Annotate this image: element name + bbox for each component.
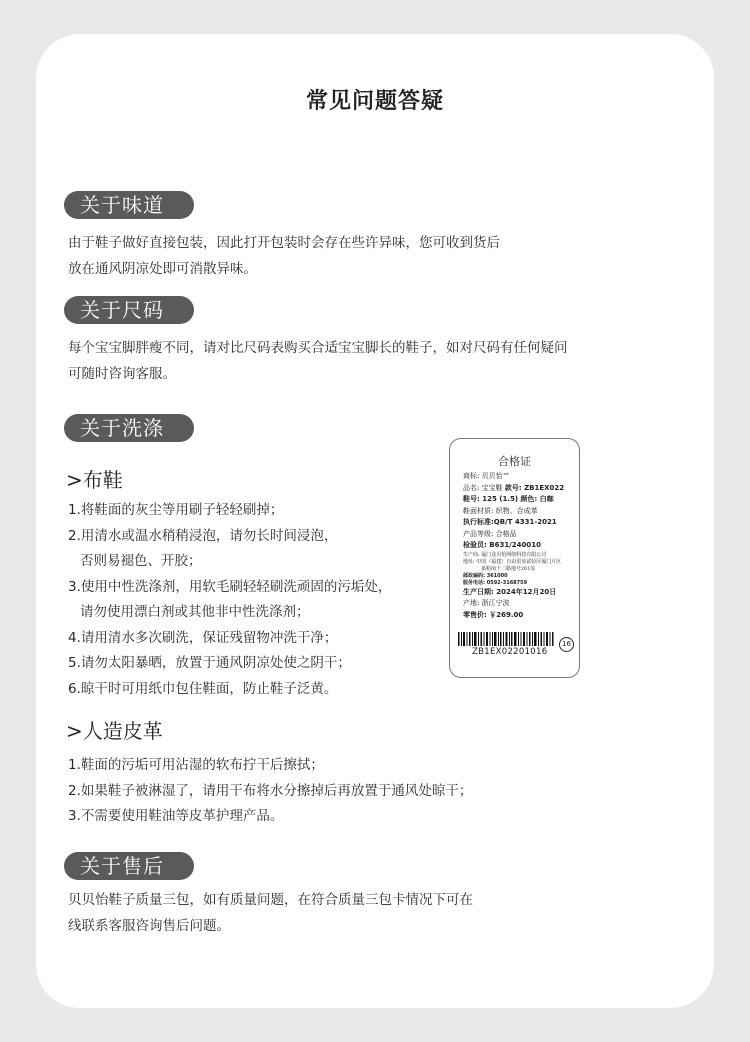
tag-price: 零售价: ￥269.00 (463, 610, 524, 619)
section-badge-aftersale: 关于售后 (64, 852, 194, 880)
tag-postcode: 邮政编码: 361000 (463, 572, 508, 579)
size-text (68, 335, 568, 387)
tag-address-1: 地址: 中国（福建）自由贸易试验区厦门片区 (463, 558, 562, 565)
aftersale-line-2: 线联系客服咨询售后问题。 (68, 918, 230, 934)
leather-care-list (68, 753, 472, 830)
size-line-2: 可随时咨询客服。 (68, 366, 176, 382)
list-item: 4.请用清水多次刷洗，保证残留物冲洗干净； (68, 629, 338, 646)
tag-size: 鞋号: 125 (1.5) (463, 495, 519, 503)
tag-address-2: 嘉峪南十二路地号201室 (481, 565, 536, 572)
list-item: 3.使用中性洗涤剂，用软毛刷轻轻刷洗顽固的污垢处， (68, 578, 392, 595)
smell-line-1: 由于鞋子做好直接包装，因此打开包装时会存在些许异味，您可收到货后 (68, 235, 500, 251)
tag-date: 生产日期: 2024年12月20日 (463, 587, 557, 596)
smell-text (68, 230, 500, 282)
section-badge-size: 关于尺码 (64, 296, 194, 324)
size-mark: 16 (559, 637, 574, 652)
tag-origin: 产地: 浙江宁波 (463, 599, 510, 607)
tag-product-row (463, 483, 575, 495)
tag-maker: 生产商: 厦门彦贝怡网络科技有限公司 (463, 551, 547, 558)
list-item: 3.不需要使用鞋油等皮革护理产品。 (68, 808, 284, 824)
section-badge-smell: 关于味道 (64, 191, 194, 219)
list-item: 1.鞋面的污垢可用沾湿的软布拧干后擦拭； (68, 757, 324, 773)
page-title: 常见问题答疑 (305, 89, 444, 114)
section-badge-wash: 关于洗涤 (64, 414, 194, 442)
list-item: 2.如果鞋子被淋湿了，请用干布将水分擦掉后再放置于通风处晾干； (68, 782, 473, 799)
smell-line-2: 放在通风阴凉处即可消散异味。 (68, 261, 257, 277)
tag-product: 品名: 宝宝鞋 (463, 483, 503, 492)
cloth-shoes-heading: >布鞋 (66, 468, 123, 492)
list-item: 1.将鞋面的灰尘等用刷子轻轻刷掉； (68, 502, 284, 518)
list-item: 5.请勿太阳暴晒，放置于通风阴凉处使之阴干； (68, 655, 351, 671)
size-line-1: 每个宝宝脚胖瘦不同，请对比尺码表购买合适宝宝脚长的鞋子，如对尺码有任何疑问 (68, 340, 568, 356)
tag-model: 款号: ZB1EX022 (504, 483, 565, 492)
tag-inspector: 检验员: B631/240010 (463, 541, 541, 549)
aftersale-text (68, 887, 473, 939)
aftersale-line-1: 贝贝怡鞋子质量三包，如有质量问题，在符合质量三包卡情况下可在 (68, 892, 473, 908)
tag-details (463, 471, 575, 621)
barcode-image (458, 632, 556, 646)
list-item: 6.晾干时可用纸巾包住鞋面，防止鞋子泛黄。 (68, 680, 338, 697)
tag-size-row (463, 494, 575, 506)
tag-material: 鞋面材质: 织物、合成革 (463, 506, 538, 515)
tag-title: 合格证 (498, 455, 531, 468)
barcode-number: ZB1EX02201016 (472, 647, 548, 657)
tag-grade: 产品等级: 合格品 (463, 529, 517, 538)
list-item: 否则易褪色、开胶； (80, 553, 202, 569)
list-item: 请勿使用漂白剂或其他非中性洗涤剂； (80, 604, 310, 620)
tag-standard: 执行标准:QB/T 4331-2021 (463, 518, 557, 526)
tag-brand: 商标: 贝贝怡™ (463, 472, 510, 480)
tag-color: 颜色: 白咖 (520, 495, 554, 503)
leather-heading: >人造皮革 (66, 719, 163, 743)
list-item: 2.用清水或温水稍稍浸泡，请勿长时间浸泡， (68, 527, 338, 544)
tag-phone: 服务电话: 0592-3168759 (463, 579, 528, 586)
cloth-shoes-care-list (68, 498, 391, 702)
certificate-tag (449, 438, 580, 678)
